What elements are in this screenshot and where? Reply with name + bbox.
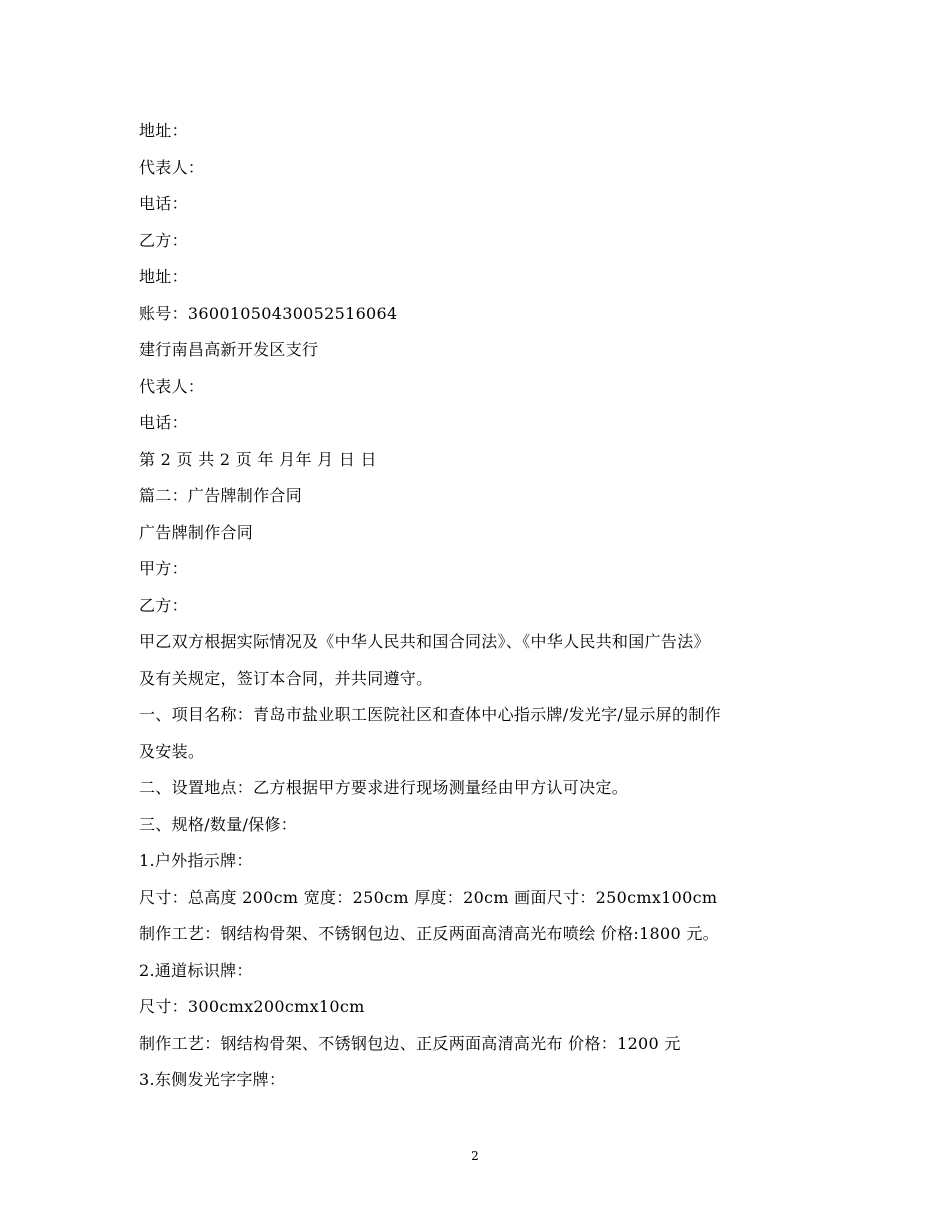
text-line: 制作工艺：钢结构骨架、不锈钢包边、正反两面高清高光布喷绘 价格:1800 元。 xyxy=(139,924,719,943)
text-line: 乙方： xyxy=(139,230,188,250)
text-line: 代表人： xyxy=(139,157,205,177)
text-line: 制作工艺：钢结构骨架、不锈钢包边、正反两面高清高光布 价格：1200 元 xyxy=(139,1033,681,1053)
text-line: 一、项目名称：青岛市盐业职工医院社区和查体中心指示牌/发光字/显示屏的制作 xyxy=(139,705,721,724)
text-line: 代表人： xyxy=(139,376,205,396)
text-line: 电话： xyxy=(139,194,188,213)
text-line: 电话： xyxy=(139,413,188,432)
text-line: 二、设置地点：乙方根据甲方要求进行现场测量经由甲方认可决定。 xyxy=(139,778,629,797)
text-line: 账号：36001050430052516064 xyxy=(139,303,398,323)
text-line: 尺寸：总高度 200cm 宽度：250cm 厚度：20cm 画面尺寸：250cmx100cm xyxy=(139,887,718,907)
text-line: 甲乙双方根据实际情况及《中华人民共和国合同法》、《中华人民共和国广告法》 xyxy=(139,632,710,651)
text-line: 尺寸：300cmx200cmx10cm xyxy=(139,997,365,1016)
text-line: 乙方： xyxy=(139,595,188,615)
text-line: 3.东侧发光字字牌： xyxy=(139,1070,286,1089)
document-body xyxy=(139,113,819,1099)
text-line: 及有关规定，签订本合同，并共同遵守。 xyxy=(139,668,433,688)
text-line: 甲方： xyxy=(139,559,188,578)
document-title: 广告牌制作合同 xyxy=(139,522,254,542)
text-line: 地址： xyxy=(139,267,188,286)
text-line: 2.通道标识牌： xyxy=(139,960,253,980)
section-heading: 篇二：广告牌制作合同 xyxy=(139,486,303,505)
page-footer-text: 第 2 页 共 2 页 年 月年 月 日 日 xyxy=(139,449,377,469)
text-line: 1.户外指示牌： xyxy=(139,851,253,870)
text-line: 三、规格/数量/保修： xyxy=(139,814,298,834)
page-number: 2 xyxy=(471,1149,479,1163)
text-line: 建行南昌高新开发区支行 xyxy=(139,340,319,359)
text-line: 及安装。 xyxy=(139,741,205,761)
text-line: 地址： xyxy=(139,121,188,140)
